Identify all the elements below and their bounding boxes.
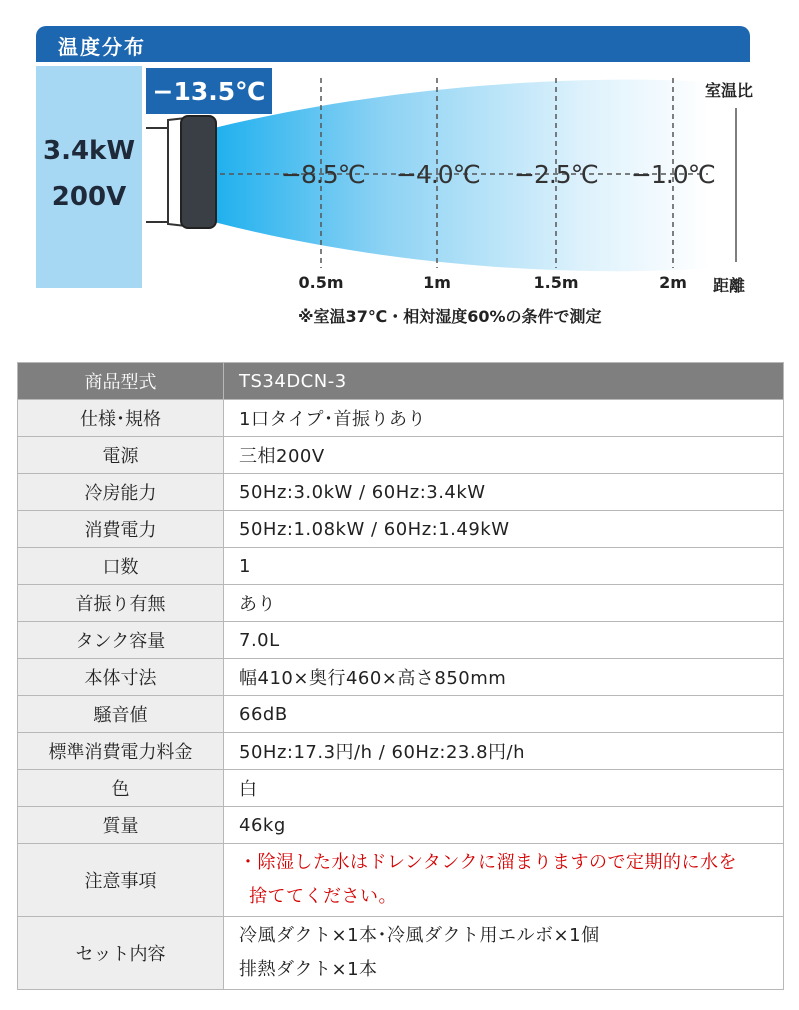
table-row: [18, 511, 784, 548]
spec-key: 口数: [18, 548, 224, 585]
table-row: [18, 437, 784, 474]
table-row: [18, 917, 784, 990]
spec-value: TS34DCN-3: [224, 363, 784, 400]
spec-key: 電源: [18, 437, 224, 474]
spec-key: 標準消費電力料金: [18, 733, 224, 770]
spec-key: 騒音値: [18, 696, 224, 733]
table-row: [18, 696, 784, 733]
spec-value: 46kg: [224, 807, 784, 844]
outlet-temp: −13.5℃: [152, 77, 266, 106]
table-row: [18, 807, 784, 844]
spec-key: 消費電力: [18, 511, 224, 548]
power-rating: 3.4kW: [42, 136, 136, 166]
spec-key: セット内容: [18, 917, 224, 990]
spec-key: 商品型式: [18, 363, 224, 400]
table-row: [18, 733, 784, 770]
temp-at-0.5m: −8.5℃: [281, 160, 365, 189]
spec-value: 1: [224, 548, 784, 585]
voltage-rating: 200V: [51, 182, 127, 212]
distance-1.5m: 1.5m: [533, 273, 579, 292]
spec-value: 三相200V: [224, 437, 784, 474]
table-row: [18, 659, 784, 696]
spec-value: [224, 917, 784, 990]
temp-at-1.5m: −2.5℃: [514, 160, 598, 189]
table-row: [18, 770, 784, 807]
distance-label: 距離: [713, 276, 746, 295]
caution-line-2: 捨ててください。: [249, 886, 397, 907]
set-contents-line-1: 冷風ダクト×1本･冷風ダクト用エルボ×1個: [239, 925, 600, 946]
set-contents-line-2: 排熱ダクト×1本: [239, 959, 378, 980]
spec-key: 仕様･規格: [18, 400, 224, 437]
section-title: 温度分布: [58, 35, 146, 59]
spec-key: 首振り有無: [18, 585, 224, 622]
table-row: [18, 363, 784, 400]
spec-table: [17, 362, 784, 990]
spec-value: [224, 844, 784, 917]
table-row: [18, 548, 784, 585]
spec-value: 50Hz:1.08kW / 60Hz:1.49kW: [224, 511, 784, 548]
spec-key: 色: [18, 770, 224, 807]
table-row: [18, 844, 784, 917]
spec-value: 白: [224, 770, 784, 807]
room-temp-ratio-label: 室温比: [705, 81, 754, 100]
distance-2m: 2m: [659, 273, 687, 292]
table-row: [18, 474, 784, 511]
spec-value: 66dB: [224, 696, 784, 733]
duct-outlet-icon: [181, 116, 216, 228]
table-row: [18, 400, 784, 437]
distance-1m: 1m: [423, 273, 451, 292]
distance-0.5m: 0.5m: [298, 273, 344, 292]
spec-value: 1口タイプ･首振りあり: [224, 400, 784, 437]
spec-key: 質量: [18, 807, 224, 844]
table-row: [18, 585, 784, 622]
spec-value: 7.0L: [224, 622, 784, 659]
spec-key: 本体寸法: [18, 659, 224, 696]
caution-line-1: ・除湿した水はドレンタンクに溜まりますので定期的に水を: [239, 852, 737, 873]
measurement-note: ※室温37℃・相対湿度60%の条件で測定: [298, 307, 602, 326]
spec-key: タンク容量: [18, 622, 224, 659]
table-row: [18, 622, 784, 659]
spec-value: あり: [224, 585, 784, 622]
spec-key: 注意事項: [18, 844, 224, 917]
spec-value: 50Hz:3.0kW / 60Hz:3.4kW: [224, 474, 784, 511]
temp-at-2m: −1.0℃: [631, 160, 715, 189]
spec-value: 50Hz:17.3円/h / 60Hz:23.8円/h: [224, 733, 784, 770]
spec-value: 幅410×奥行460×高さ850mm: [224, 659, 784, 696]
temp-at-1m: −4.0℃: [396, 160, 480, 189]
spec-key: 冷房能力: [18, 474, 224, 511]
